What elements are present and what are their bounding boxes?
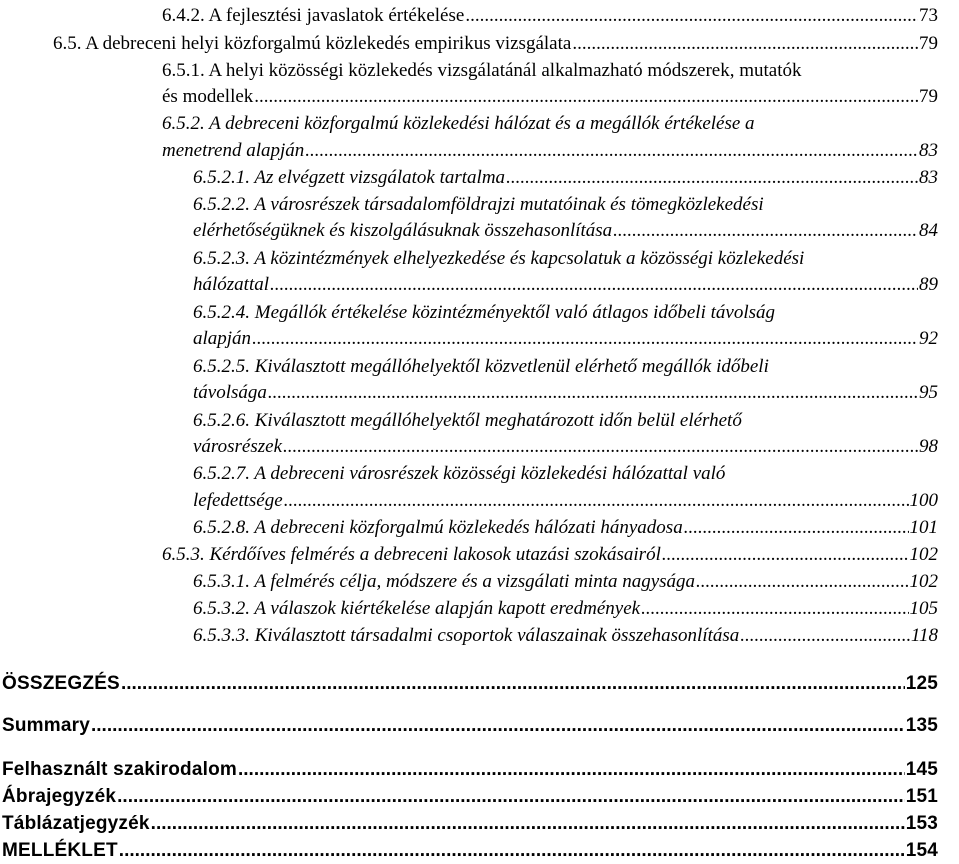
toc-entry-page-number: 125 (905, 673, 938, 694)
toc-dot-leader (662, 542, 909, 568)
toc-entry (162, 111, 950, 137)
toc-dot-leader (119, 838, 905, 864)
toc-entry-page-number: 84 (919, 220, 938, 241)
toc-dot-leader (641, 596, 908, 622)
toc-entry-page-number: 95 (919, 382, 938, 403)
toc-entry-title: 6.5.2.8. A debreceni közforgalmú közlekedés hálózati hányadosa (193, 517, 683, 538)
toc-dot-leader (238, 757, 905, 783)
toc-entry-page-number: 79 (919, 86, 938, 107)
toc-entry-page-number: 153 (905, 813, 938, 834)
toc-entry-page-number: 92 (919, 328, 938, 349)
toc-dot-leader (284, 488, 909, 514)
toc-entry (193, 488, 938, 514)
toc-entry-title: alapján (193, 328, 252, 349)
toc-dot-leader (117, 784, 905, 810)
toc-dot-leader (283, 434, 918, 460)
toc-dot-leader (506, 165, 918, 191)
toc-dot-leader (91, 713, 905, 739)
toc-dot-leader (696, 569, 908, 595)
toc-entry (2, 713, 938, 739)
toc-dot-leader (254, 84, 918, 110)
toc-entry-page-number: 135 (905, 715, 938, 736)
toc-entry-page-number: 98 (919, 436, 938, 457)
toc-entry (193, 192, 950, 218)
toc-entry-page-number: 83 (919, 140, 938, 161)
toc-entry (193, 408, 950, 434)
toc-entry-title: ÖSSZEGZÉS (2, 673, 120, 694)
toc-entry-title: 6.5.2. A debreceni közforgalmú közlekedési hálózat és a megállók értékelése a (162, 113, 755, 134)
toc-dot-leader (252, 326, 918, 352)
toc-entry (193, 165, 938, 191)
toc-entry-title: Ábrajegyzék (2, 786, 117, 807)
toc-entry (193, 569, 938, 595)
toc-entry-title: elérhetőségüknek és kiszolgálásuknak összehasonlítása (193, 220, 613, 241)
toc-entry-page-number: 102 (909, 544, 938, 565)
toc-entry-page-number: 151 (905, 786, 938, 807)
toc-dot-leader (270, 272, 918, 298)
toc-dot-leader (572, 31, 918, 57)
toc-entry-page-number: 79 (919, 33, 938, 54)
toc-entry (193, 596, 938, 622)
toc-dot-leader (305, 138, 918, 164)
toc-entry (193, 326, 938, 352)
toc-entry (162, 138, 938, 164)
toc-entry (162, 3, 938, 29)
toc-entry (2, 811, 938, 837)
toc-entry (193, 354, 950, 380)
toc-entry-title: lefedettsége (193, 490, 283, 511)
toc-entry (193, 434, 938, 460)
toc-entry (2, 757, 938, 783)
toc-entry-title: 6.5.2.3. A közintézmények elhelyezkedése és kapcsolatuk a közösségi közlekedési (193, 248, 805, 269)
toc-entry-page-number: 100 (909, 490, 938, 511)
toc-entry-title: 6.5.3. Kérdőíves felmérés a debreceni lakosok utazási szokásairól (162, 544, 661, 565)
toc-dot-leader (684, 515, 909, 541)
toc-entry-title: Summary (2, 715, 90, 736)
toc-entry-title: hálózattal (193, 274, 270, 295)
toc-entry (53, 31, 938, 57)
toc-entry (162, 58, 950, 84)
toc-entry (193, 246, 955, 272)
toc-entry (162, 542, 938, 568)
toc-entry-title: 6.5. A debreceni helyi közforgalmú közlekedés empirikus vizsgálata (53, 33, 572, 54)
toc-entry-title: Felhasznált szakirodalom (2, 759, 237, 780)
toc-entry-title: 6.5.1. A helyi közösségi közlekedés vizsgálatánál alkalmazható módszerek, mutatók (162, 60, 802, 81)
toc-entry-page-number: 83 (919, 167, 938, 188)
toc-entry-title: MELLÉKLET (2, 840, 118, 861)
toc-entry-page-number: 105 (909, 598, 938, 619)
toc-entry-title: távolsága (193, 382, 267, 403)
toc-entry-title: és modellek (162, 86, 254, 107)
toc-dot-leader (740, 623, 910, 649)
toc-entry (193, 218, 938, 244)
toc-entry-page-number: 89 (919, 274, 938, 295)
toc-entry-title: menetrend alapján (162, 140, 305, 161)
toc-entry-title: 6.5.3.3. Kiválasztott társadalmi csoportok válaszainak összehasonlítása (193, 625, 740, 646)
toc-dot-leader (613, 218, 918, 244)
toc-entry (193, 272, 938, 298)
toc-entry-title: 6.5.3.1. A felmérés célja, módszere és a vizsgálati minta nagysága (193, 571, 696, 592)
toc-entry (193, 623, 938, 649)
toc-entry-title: 6.5.2.2. A városrészek társadalomföldrajzi mutatóinak és tömegközlekedési (193, 194, 764, 215)
toc-entry-page-number: 145 (905, 759, 938, 780)
toc-entry-title: 6.5.3.2. A válaszok kiértékelése alapján kapott eredmények (193, 598, 641, 619)
toc-entry-title: 6.5.2.7. A debreceni városrészek közösségi közlekedési hálózattal való (193, 463, 726, 484)
toc-entry-page-number: 101 (909, 517, 938, 538)
toc-entry-title: 6.5.2.1. Az elvégzett vizsgálatok tartalma (193, 167, 506, 188)
toc-entry-title: 6.4.2. A fejlesztési javaslatok értékelése (162, 5, 465, 26)
toc-dot-leader (465, 3, 918, 29)
toc-entry (162, 84, 938, 110)
toc-entry (2, 838, 938, 864)
toc-entry-title: 6.5.2.6. Kiválasztott megállóhelyektől meghatározott időn belül elérhető (193, 410, 742, 431)
toc-entry-title: Táblázatjegyzék (2, 813, 150, 834)
toc-entry (2, 671, 938, 697)
toc-dot-leader (121, 671, 905, 697)
toc-entry-title: 6.5.2.4. Megállók értékelése közintézményektől való átlagos időbeli távolság (193, 302, 775, 323)
toc-entry-title: városrészek (193, 436, 282, 457)
toc-entry-page-number: 73 (919, 5, 938, 26)
toc-entry-page-number: 102 (909, 571, 938, 592)
toc-entry-page-number: 118 (910, 625, 938, 646)
toc-entry (193, 515, 938, 541)
toc-entry-title: 6.5.2.5. Kiválasztott megállóhelyektől közvetlenül elérhető megállók időbeli (193, 356, 769, 377)
toc-entry (193, 300, 950, 326)
toc-entry-page-number: 154 (905, 840, 938, 861)
toc-dot-leader (151, 811, 905, 837)
toc-entry (193, 380, 938, 406)
toc-entry (2, 784, 938, 810)
toc-dot-leader (268, 380, 918, 406)
toc-entry (193, 461, 950, 487)
